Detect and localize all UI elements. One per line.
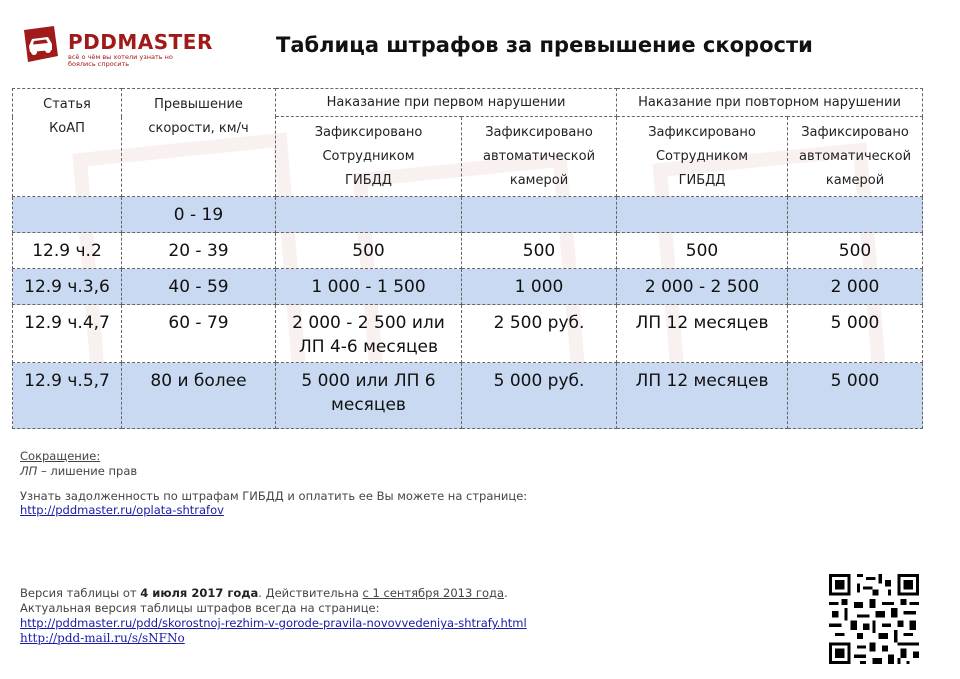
cell-first-officer bbox=[276, 197, 462, 233]
header-repeat-camera: Зафиксировано автоматической камерой bbox=[788, 117, 923, 197]
fines-table bbox=[12, 88, 923, 429]
cell-first-camera: 2 500 руб. bbox=[462, 305, 617, 363]
brand-logo[interactable] bbox=[18, 20, 213, 70]
cell-repeat-officer: 2 000 - 2 500 bbox=[617, 269, 788, 305]
abbrev-line bbox=[20, 464, 137, 478]
cell-repeat-officer: ЛП 12 месяцев bbox=[617, 363, 788, 429]
abbrev-title: Сокращение: bbox=[20, 449, 101, 463]
table-row bbox=[13, 197, 923, 233]
cell-article: 12.9 ч.5,7 bbox=[13, 363, 122, 429]
cell-repeat-officer: ЛП 12 месяцев bbox=[617, 305, 788, 363]
header-first-officer: Зафиксировано Сотрудником ГИБДД bbox=[276, 117, 462, 197]
cell-article: 12.9 ч.2 bbox=[13, 233, 122, 269]
cell-first-camera: 5 000 руб. bbox=[462, 363, 617, 429]
version-line bbox=[20, 586, 508, 600]
header-speed: Превышение скорости, км/ч bbox=[122, 89, 276, 197]
abbrev-definition: – лишение прав bbox=[37, 464, 138, 478]
cell-speed: 0 - 19 bbox=[122, 197, 276, 233]
car-shield-icon bbox=[18, 22, 62, 66]
cell-repeat-camera bbox=[788, 197, 923, 233]
cell-first-officer: 5 000 или ЛП 6 месяцев bbox=[276, 363, 462, 429]
page-title: Таблица штрафов за превышение скорости bbox=[276, 33, 813, 57]
cell-first-camera bbox=[462, 197, 617, 233]
cell-repeat-camera: 5 000 bbox=[788, 363, 923, 429]
cell-speed: 20 - 39 bbox=[122, 233, 276, 269]
cell-speed: 40 - 59 bbox=[122, 269, 276, 305]
payment-link[interactable]: http://pddmaster.ru/oplata-shtrafov bbox=[20, 503, 224, 517]
cell-first-camera: 500 bbox=[462, 233, 617, 269]
valid-from-date: с 1 сентября 2013 года bbox=[362, 586, 504, 600]
cell-first-officer: 2 000 - 2 500 или ЛП 4-6 месяцев bbox=[276, 305, 462, 363]
header-article: Статья КоАП bbox=[13, 89, 122, 197]
valid-prefix: . Действительна bbox=[258, 586, 363, 600]
cell-first-camera: 1 000 bbox=[462, 269, 617, 305]
cell-speed: 60 - 79 bbox=[122, 305, 276, 363]
cell-repeat-officer: 500 bbox=[617, 233, 788, 269]
header-first-camera: Зафиксировано автоматической камерой bbox=[462, 117, 617, 197]
cell-article: 12.9 ч.4,7 bbox=[13, 305, 122, 363]
short-link[interactable]: http://pdd-mail.ru/s/sNFNo bbox=[20, 631, 185, 645]
cell-repeat-camera: 2 000 bbox=[788, 269, 923, 305]
cell-article bbox=[13, 197, 122, 233]
abbrev-term: ЛП bbox=[20, 464, 38, 478]
table-row bbox=[13, 269, 923, 305]
cell-repeat-officer bbox=[617, 197, 788, 233]
table-page-link[interactable]: http://pddmaster.ru/pdd/skorostnoj-rezhim-v-gorode-pravila-novovvedeniya-shtrafy.html bbox=[20, 616, 527, 630]
header-first-violation: Наказание при первом нарушении bbox=[276, 89, 617, 117]
table-row bbox=[13, 233, 923, 269]
version-prefix: Версия таблицы от bbox=[20, 586, 141, 600]
cell-repeat-camera: 500 bbox=[788, 233, 923, 269]
cell-repeat-camera: 5 000 bbox=[788, 305, 923, 363]
table-row bbox=[13, 363, 923, 429]
version-date: 4 июля 2017 года bbox=[140, 586, 259, 600]
header-repeat-officer: Зафиксировано Сотрудником ГИБДД bbox=[617, 117, 788, 197]
cell-first-officer: 1 000 - 1 500 bbox=[276, 269, 462, 305]
brand-name: PDDMASTER bbox=[68, 30, 213, 54]
actual-version-text: Актуальная версия таблицы штрафов всегда на странице: bbox=[20, 601, 380, 615]
cell-speed: 80 и более bbox=[122, 363, 276, 429]
cell-article: 12.9 ч.3,6 bbox=[13, 269, 122, 305]
header-repeat-violation: Наказание при повторном нарушении bbox=[617, 89, 923, 117]
cell-first-officer: 500 bbox=[276, 233, 462, 269]
qr-code-icon bbox=[829, 574, 919, 664]
valid-suffix: . bbox=[504, 586, 508, 600]
table-row bbox=[13, 305, 923, 363]
brand-tagline: всё о чём вы хотели узнать но боялись спросить bbox=[68, 53, 173, 68]
debt-text: Узнать задолженность по штрафам ГИБДД и оплатить ее Вы можете на странице: bbox=[20, 489, 528, 503]
